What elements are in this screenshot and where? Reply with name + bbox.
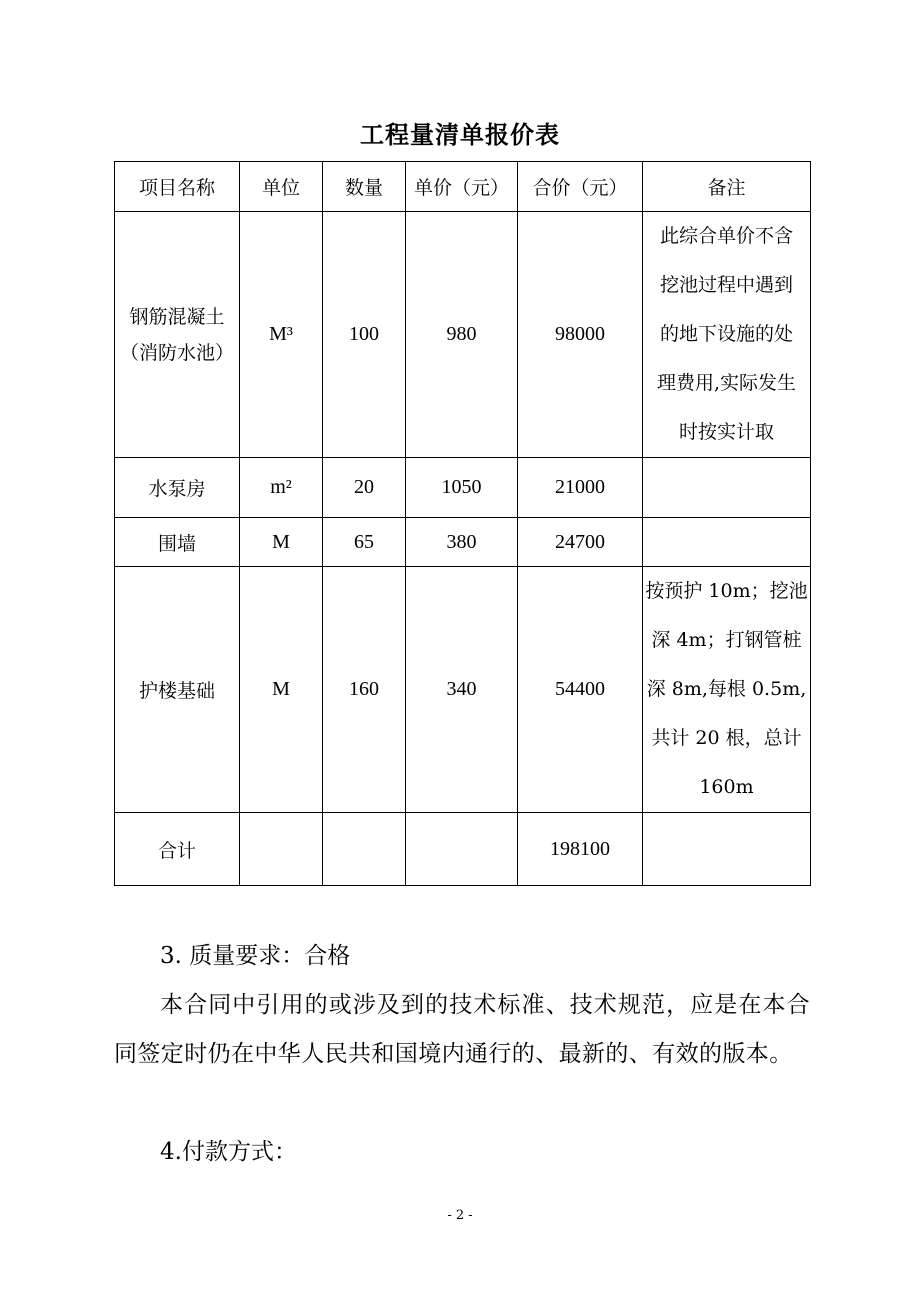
remark-cell [643,212,811,458]
remark-line: 时按实计取 [678,421,774,443]
qty-cell: 100 [323,212,406,458]
standards-paragraph: 本合同中引用的或涉及到的技术标准、技术规范，应是在本合同签定时仍在中华人民共和国境内通行的、最新的、有效的版本。 [114,992,810,1067]
empty-cell [240,813,323,886]
price-cell: 340 [406,567,518,813]
table-row [115,567,811,813]
quote-table [114,161,811,886]
qty-cell: 65 [323,518,406,567]
table-header-row [115,162,811,212]
remark-line: 按预护 10m；挖池 [645,580,808,602]
price-cell: 980 [406,212,518,458]
header-cell: 项目名称 [115,162,240,212]
qty-cell: 160 [323,567,406,813]
price-cell: 380 [406,518,518,567]
table-row [115,212,811,458]
item-name-cell: 护楼基础 [115,567,240,813]
remark-cell [643,458,811,518]
payment-heading: 4.付款方式： [160,1139,297,1165]
header-cell: 单位 [240,162,323,212]
unit-cell: M [240,567,323,813]
sum-label-cell: 合计 [115,813,240,886]
item-name-line: 钢筋混凝土 [129,305,225,328]
unit-cell: m² [240,458,323,518]
total-cell: 21000 [518,458,643,518]
empty-cell [406,813,518,886]
remark-line: 160m [699,776,754,798]
empty-cell [643,813,811,886]
remark-line: 挖池过程中遇到 [659,274,793,296]
remark-cell [643,567,811,813]
header-cell: 数量 [323,162,406,212]
page-number: - 2 - [447,1208,473,1223]
remark-line: 理费用,实际发生 [656,372,797,394]
item-name-cell [115,212,240,458]
remark-line: 此综合单价不含 [659,225,793,247]
qty-cell: 20 [323,458,406,518]
remark-cell [643,518,811,567]
unit-cell: M³ [240,212,323,458]
table-row [115,458,811,518]
quality-requirement: 3. 质量要求：合格 [160,943,351,969]
remark-line: 深 4m；打钢管桩 [651,629,802,651]
remark-line: 深 8m,每根 0.5m, [646,678,807,700]
item-name-line: （消防水池） [119,341,234,364]
header-cell: 备注 [643,162,811,212]
empty-cell [323,813,406,886]
item-name-cell: 围墙 [115,518,240,567]
remark-line: 的地下设施的处 [659,323,793,345]
header-cell: 单价（元） [406,162,518,212]
remark-line: 共计 20 根，总计 [651,727,802,749]
item-name-cell: 水泵房 [115,458,240,518]
header-cell: 合价（元） [518,162,643,212]
total-cell: 54400 [518,567,643,813]
price-cell: 1050 [406,458,518,518]
total-cell: 98000 [518,212,643,458]
table-row [115,518,811,567]
total-cell: 24700 [518,518,643,567]
unit-cell: M [240,518,323,567]
sum-total-cell: 198100 [518,813,643,886]
page-title: 工程量清单报价表 [360,121,560,149]
sum-row [115,813,811,886]
